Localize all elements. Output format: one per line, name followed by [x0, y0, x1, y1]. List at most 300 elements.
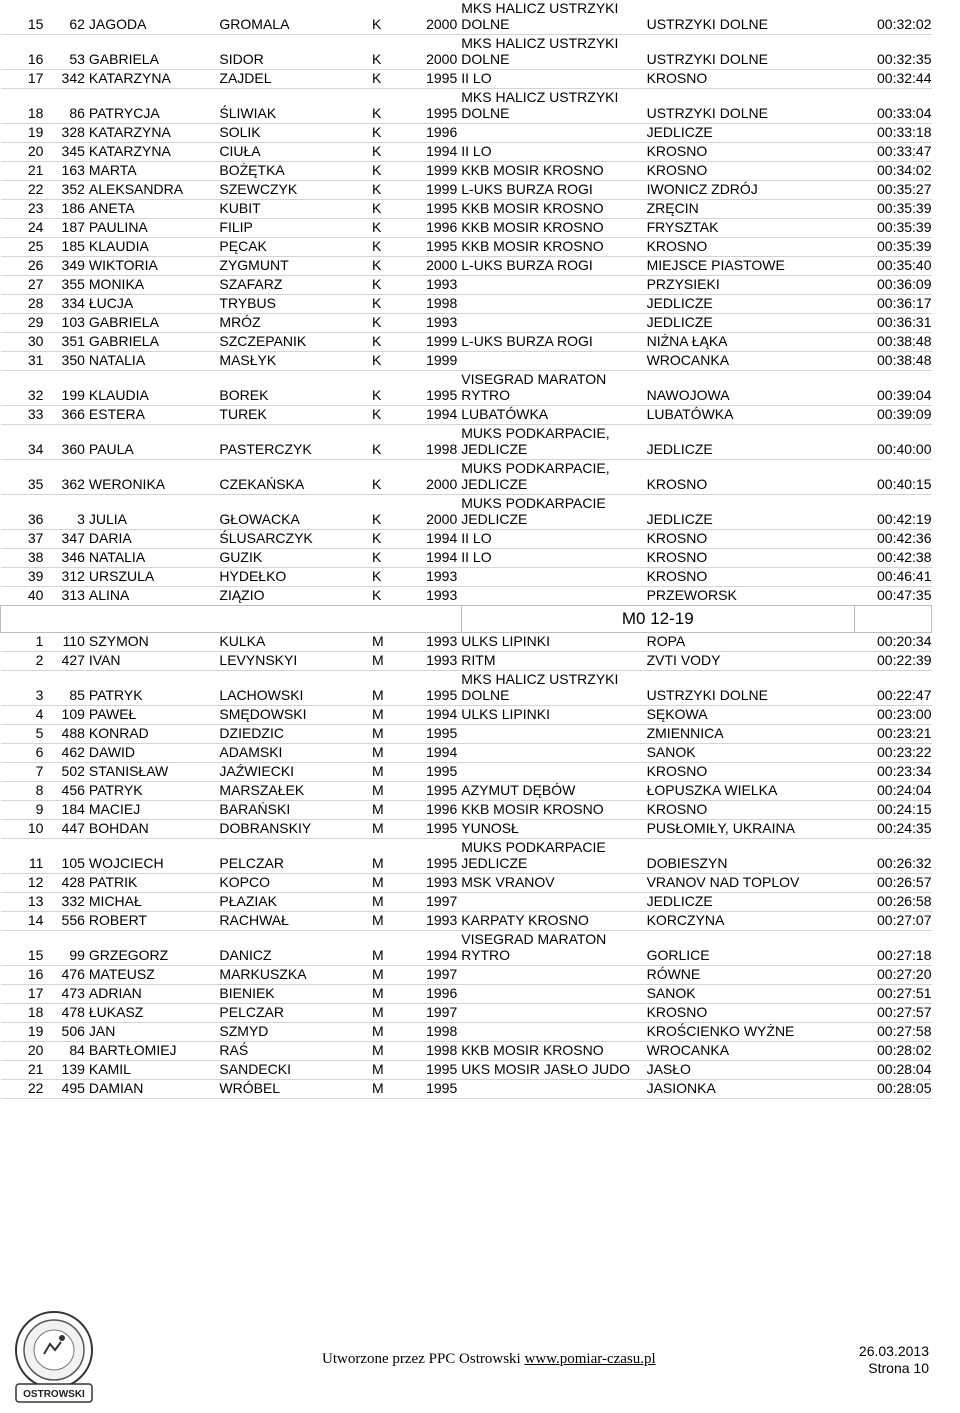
city-cell: KROSNO — [646, 568, 708, 584]
club-line: ULKS LIPINKI — [461, 706, 550, 722]
club-cell — [461, 70, 646, 89]
bib-number-cell: 85 — [69, 687, 85, 703]
club-cell — [461, 782, 646, 801]
birth-year-cell: 1999 — [426, 181, 458, 197]
bib-number-cell: 366 — [61, 406, 85, 422]
sex-cell: K — [372, 568, 382, 584]
table-row — [1, 985, 932, 1004]
surname-cell: BARAŃSKI — [219, 801, 291, 817]
first-name-cell: SZYMON — [88, 633, 149, 649]
table-row — [1, 0, 932, 35]
sex-cell: M — [372, 874, 384, 890]
club-line: KKB MOSIR KROSNO — [461, 1042, 604, 1058]
city-cell: WROCANKA — [646, 1042, 730, 1058]
surname-cell: CIUŁA — [219, 143, 261, 159]
surname-cell: PELCZAR — [219, 1004, 284, 1020]
club-line: RYTRO — [461, 947, 511, 963]
time-cell: 00:28:05 — [877, 1080, 932, 1096]
club-line: JEDLICZE — [461, 511, 528, 527]
sex-cell: K — [372, 314, 382, 330]
first-name-cell: MICHAŁ — [88, 893, 142, 909]
surname-cell: SZEWCZYK — [219, 181, 298, 197]
sex-cell: M — [372, 801, 384, 817]
surname-cell: DOBRANSKIY — [219, 820, 312, 836]
club-cell — [461, 587, 646, 606]
birth-year-cell: 1995 — [426, 200, 458, 216]
birth-year-cell: 2000 — [426, 257, 458, 273]
first-name-cell: JAGODA — [88, 16, 147, 32]
first-name-cell: BARTŁOMIEJ — [88, 1042, 177, 1058]
club-cell — [461, 89, 646, 124]
club-cell — [461, 985, 646, 1004]
city-cell: USTRZYKI DOLNE — [646, 16, 768, 32]
city-cell: NIŻNA ŁĄKA — [646, 333, 728, 349]
table-row — [1, 587, 932, 606]
birth-year-cell: 1995 — [426, 820, 458, 836]
time-cell: 00:23:00 — [877, 706, 932, 722]
birth-year-cell: 1997 — [426, 966, 458, 982]
position-cell: 6 — [35, 744, 44, 760]
bib-number-cell: 187 — [61, 219, 85, 235]
first-name-cell: WERONIKA — [88, 476, 166, 492]
first-name-cell: ALEKSANDRA — [88, 181, 184, 197]
club-line: MKS HALICZ USTRZYKI — [461, 671, 619, 687]
table-row — [1, 568, 932, 587]
surname-cell: KULKA — [219, 633, 266, 649]
surname-cell: SZMYD — [219, 1023, 269, 1039]
bib-number-cell: 345 — [61, 143, 85, 159]
first-name-cell: DARIA — [88, 530, 132, 546]
position-cell: 37 — [27, 530, 44, 546]
city-cell: KROSNO — [646, 549, 708, 565]
position-cell: 7 — [35, 763, 44, 779]
sex-cell: K — [372, 238, 382, 254]
footer-date-block — [859, 1343, 929, 1377]
bib-number-cell: 351 — [61, 333, 85, 349]
first-name-cell: MARTA — [88, 162, 137, 178]
club-line: MKS HALICZ USTRZYKI — [461, 35, 619, 51]
first-name-cell: NATALIA — [88, 352, 146, 368]
birth-year-cell: 2000 — [426, 16, 458, 32]
club-cell — [461, 0, 646, 35]
club-line: JEDLICZE — [461, 476, 528, 492]
club-cell — [461, 219, 646, 238]
city-cell: KROSNO — [646, 530, 708, 546]
first-name-cell: WOJCIECH — [88, 855, 164, 871]
birth-year-cell: 2000 — [426, 476, 458, 492]
position-cell: 36 — [27, 511, 44, 527]
bib-number-cell: 334 — [61, 295, 85, 311]
time-cell: 00:35:39 — [877, 200, 932, 216]
position-cell: 14 — [27, 912, 44, 928]
time-cell: 00:26:57 — [877, 874, 932, 890]
first-name-cell: PAULA — [88, 441, 134, 457]
club-line: MUKS PODKARPACIE, — [461, 460, 610, 476]
category-header-blank — [1, 606, 462, 633]
position-cell: 28 — [27, 295, 44, 311]
position-cell: 18 — [27, 105, 44, 121]
table-row — [1, 725, 932, 744]
position-cell: 16 — [27, 51, 44, 67]
city-cell: JEDLICZE — [646, 314, 713, 330]
first-name-cell: DAWID — [88, 744, 136, 760]
table-row — [1, 763, 932, 782]
sex-cell: K — [372, 295, 382, 311]
city-cell: JEDLICZE — [646, 295, 713, 311]
bib-number-cell: 355 — [61, 276, 85, 292]
surname-cell: GROMALA — [219, 16, 290, 32]
sex-cell: K — [372, 143, 382, 159]
time-cell: 00:28:04 — [877, 1061, 932, 1077]
sex-cell: M — [372, 966, 384, 982]
time-cell: 00:35:40 — [877, 257, 932, 273]
table-row — [1, 633, 932, 652]
first-name-cell: ADRIAN — [88, 985, 142, 1001]
sex-cell: K — [372, 549, 382, 565]
category-header-row — [1, 606, 932, 633]
time-cell: 00:42:19 — [877, 511, 932, 527]
position-cell: 34 — [27, 441, 44, 457]
time-cell: 00:36:31 — [877, 314, 932, 330]
time-cell: 00:38:48 — [877, 352, 932, 368]
bib-number-cell: 428 — [61, 874, 85, 890]
sex-cell: K — [372, 162, 382, 178]
sex-cell: M — [372, 687, 384, 703]
table-row — [1, 425, 932, 460]
birth-year-cell: 1995 — [426, 1061, 458, 1077]
birth-year-cell: 1996 — [426, 985, 458, 1001]
city-cell: KROŚCIENKO WYŻNE — [646, 1023, 795, 1039]
birth-year-cell: 1993 — [426, 633, 458, 649]
first-name-cell: ŁUKASZ — [88, 1004, 144, 1020]
time-cell: 00:20:34 — [877, 633, 932, 649]
city-cell: JEDLICZE — [646, 893, 713, 909]
surname-cell: ZYGMUNT — [219, 257, 289, 273]
position-cell: 33 — [27, 406, 44, 422]
surname-cell: ADAMSKI — [219, 744, 283, 760]
first-name-cell: KLAUDIA — [88, 238, 149, 254]
birth-year-cell: 1995 — [426, 725, 458, 741]
club-cell — [461, 314, 646, 333]
club-cell — [461, 200, 646, 219]
time-cell: 00:32:02 — [877, 16, 932, 32]
table-row — [1, 1061, 932, 1080]
birth-year-cell: 1997 — [426, 1004, 458, 1020]
club-cell — [461, 181, 646, 200]
surname-cell: SOLIK — [219, 124, 261, 140]
bib-number-cell: 447 — [61, 820, 85, 836]
birth-year-cell: 1993 — [426, 568, 458, 584]
surname-cell: SMĘDOWSKI — [219, 706, 307, 722]
time-cell: 00:42:38 — [877, 549, 932, 565]
club-line: L-UKS BURZA ROGI — [461, 181, 593, 197]
city-cell: RÓWNE — [646, 966, 701, 982]
position-cell: 10 — [27, 820, 44, 836]
birth-year-cell: 1995 — [426, 855, 458, 871]
bib-number-cell: 139 — [61, 1061, 85, 1077]
position-cell: 38 — [27, 549, 44, 565]
bib-number-cell: 84 — [69, 1042, 85, 1058]
first-name-cell: JULIA — [88, 511, 128, 527]
birth-year-cell: 2000 — [426, 511, 458, 527]
birth-year-cell: 1993 — [426, 276, 458, 292]
birth-year-cell: 1995 — [426, 387, 458, 403]
first-name-cell: PAULINA — [88, 219, 148, 235]
table-row — [1, 706, 932, 725]
table-row — [1, 1080, 932, 1099]
surname-cell: ŚLUSARCZYK — [219, 530, 313, 546]
club-cell — [461, 162, 646, 181]
bib-number-cell: 462 — [61, 744, 85, 760]
city-cell: JASIONKA — [646, 1080, 716, 1096]
club-cell — [461, 35, 646, 70]
time-cell: 00:24:04 — [877, 782, 932, 798]
table-row — [1, 406, 932, 425]
city-cell: KROSNO — [646, 162, 708, 178]
position-cell: 39 — [27, 568, 44, 584]
club-cell — [461, 295, 646, 314]
first-name-cell: NATALIA — [88, 549, 146, 565]
club-cell — [461, 333, 646, 352]
club-line: KKB MOSIR KROSNO — [461, 162, 604, 178]
time-cell: 00:24:15 — [877, 801, 932, 817]
sex-cell: K — [372, 105, 382, 121]
time-cell: 00:26:32 — [877, 855, 932, 871]
sex-cell: M — [372, 725, 384, 741]
bib-number-cell: 476 — [61, 966, 85, 982]
first-name-cell: MONIKA — [88, 276, 145, 292]
footer-link[interactable]: www.pomiar-czasu.pl — [524, 1351, 656, 1367]
first-name-cell: KATARZYNA — [88, 70, 171, 86]
club-cell — [461, 763, 646, 782]
sex-cell: M — [372, 744, 384, 760]
surname-cell: TRYBUS — [219, 295, 276, 311]
women-results — [1, 0, 932, 606]
first-name-cell: GRZEGORZ — [88, 947, 169, 963]
club-cell — [461, 238, 646, 257]
bib-number-cell: 488 — [61, 725, 85, 741]
position-cell: 8 — [35, 782, 44, 798]
surname-cell: SIDOR — [219, 51, 264, 67]
club-cell — [461, 371, 646, 406]
first-name-cell: JAN — [88, 1023, 116, 1039]
first-name-cell: DAMIAN — [88, 1080, 144, 1096]
table-row — [1, 839, 932, 874]
bib-number-cell: 312 — [61, 568, 85, 584]
club-cell — [461, 1042, 646, 1061]
birth-year-cell: 1996 — [426, 124, 458, 140]
sex-cell: M — [372, 985, 384, 1001]
time-cell: 00:34:02 — [877, 162, 932, 178]
time-cell: 00:27:58 — [877, 1023, 932, 1039]
table-row — [1, 652, 932, 671]
table-row — [1, 893, 932, 912]
club-cell — [461, 549, 646, 568]
bib-number-cell: 346 — [61, 549, 85, 565]
table-row — [1, 371, 932, 406]
club-line: ULKS LIPINKI — [461, 633, 550, 649]
table-row — [1, 352, 932, 371]
club-line: MUKS PODKARPACIE — [461, 839, 606, 855]
club-line: II LO — [461, 530, 492, 546]
position-cell: 21 — [27, 162, 44, 178]
sex-cell: K — [372, 406, 382, 422]
club-line: MUKS PODKARPACIE, — [461, 425, 610, 441]
time-cell: 00:42:36 — [877, 530, 932, 546]
table-row — [1, 874, 932, 893]
city-cell: ROPA — [646, 633, 686, 649]
birth-year-cell: 1994 — [426, 406, 458, 422]
birth-year-cell: 1995 — [426, 105, 458, 121]
club-cell — [461, 801, 646, 820]
city-cell: PRZEWORSK — [646, 587, 737, 603]
club-line: KKB MOSIR KROSNO — [461, 238, 604, 254]
table-row — [1, 530, 932, 549]
sex-cell: M — [372, 1061, 384, 1077]
club-cell — [461, 406, 646, 425]
table-row — [1, 801, 932, 820]
surname-cell: DANICZ — [219, 947, 272, 963]
club-cell — [461, 633, 646, 652]
first-name-cell: GABRIELA — [88, 314, 159, 330]
sex-cell: K — [372, 219, 382, 235]
bib-number-cell: 86 — [69, 105, 85, 121]
time-cell: 00:38:48 — [877, 333, 932, 349]
table-row — [1, 70, 932, 89]
time-cell: 00:27:07 — [877, 912, 932, 928]
surname-cell: MASŁYK — [219, 352, 277, 368]
bib-number-cell: 109 — [61, 706, 85, 722]
first-name-cell: GABRIELA — [88, 51, 159, 67]
time-cell: 00:35:27 — [877, 181, 932, 197]
birth-year-cell: 1995 — [426, 763, 458, 779]
club-cell — [461, 1080, 646, 1099]
bib-number-cell: 556 — [61, 912, 85, 928]
birth-year-cell: 1995 — [426, 1080, 458, 1096]
club-line: UKS MOSIR JASŁO JUDO — [461, 1061, 631, 1077]
time-cell: 00:23:22 — [877, 744, 932, 760]
birth-year-cell: 1998 — [426, 1042, 458, 1058]
sex-cell: K — [372, 387, 382, 403]
birth-year-cell: 1995 — [426, 238, 458, 254]
time-cell: 00:23:21 — [877, 725, 932, 741]
surname-cell: LEVYNSKYI — [219, 652, 298, 668]
bib-number-cell: 199 — [61, 387, 85, 403]
sex-cell: M — [372, 820, 384, 836]
sex-cell: M — [372, 652, 384, 668]
sex-cell: K — [372, 441, 382, 457]
city-cell: DOBIESZYN — [646, 855, 728, 871]
club-cell — [461, 893, 646, 912]
club-line: VISEGRAD MARATON — [461, 371, 607, 387]
club-cell — [461, 143, 646, 162]
position-cell: 25 — [27, 238, 44, 254]
sex-cell: M — [372, 947, 384, 963]
birth-year-cell: 1993 — [426, 652, 458, 668]
position-cell: 40 — [27, 587, 44, 603]
table-row — [1, 124, 932, 143]
time-cell: 00:36:17 — [877, 295, 932, 311]
position-cell: 29 — [27, 314, 44, 330]
logo-text: OSTROWSKI — [23, 1389, 85, 1400]
sex-cell: K — [372, 587, 382, 603]
bib-number-cell: 3 — [77, 511, 85, 527]
position-cell: 22 — [27, 181, 44, 197]
surname-cell: PŁAZIAK — [219, 893, 277, 909]
bib-number-cell: 328 — [61, 124, 85, 140]
table-row — [1, 276, 932, 295]
bib-number-cell: 185 — [61, 238, 85, 254]
surname-cell: KOPCO — [219, 874, 270, 890]
table-row — [1, 912, 932, 931]
footer-credit — [322, 1351, 656, 1368]
table-row — [1, 966, 932, 985]
birth-year-cell: 1996 — [426, 801, 458, 817]
table-row — [1, 1023, 932, 1042]
position-cell: 12 — [27, 874, 44, 890]
category-section — [1, 606, 932, 633]
sex-cell: K — [372, 70, 382, 86]
club-line: JEDLICZE — [461, 855, 528, 871]
city-cell: JEDLICZE — [646, 511, 713, 527]
category-label: M0 12-19 — [461, 606, 854, 633]
footer-page-number: Strona 10 — [868, 1360, 929, 1376]
bib-number-cell: 53 — [69, 51, 85, 67]
surname-cell: ŚLIWIAK — [219, 105, 277, 121]
surname-cell: KUBIT — [219, 200, 261, 216]
club-cell — [461, 706, 646, 725]
first-name-cell: MACIEJ — [88, 801, 141, 817]
club-cell — [461, 495, 646, 530]
position-cell: 19 — [27, 124, 44, 140]
table-row — [1, 238, 932, 257]
sex-cell: K — [372, 200, 382, 216]
first-name-cell: KLAUDIA — [88, 387, 149, 403]
bib-number-cell: 495 — [61, 1080, 85, 1096]
surname-cell: PELCZAR — [219, 855, 284, 871]
time-cell: 00:23:34 — [877, 763, 932, 779]
first-name-cell: PAWEŁ — [88, 706, 137, 722]
bib-number-cell: 99 — [69, 947, 85, 963]
time-cell: 00:22:47 — [877, 687, 932, 703]
first-name-cell: ALINA — [88, 587, 130, 603]
city-cell: ZVTI VODY — [646, 652, 721, 668]
time-cell: 00:47:35 — [877, 587, 932, 603]
time-cell: 00:35:39 — [877, 219, 932, 235]
bib-number-cell: 350 — [61, 352, 85, 368]
city-cell: JEDLICZE — [646, 441, 713, 457]
sex-cell: K — [372, 530, 382, 546]
surname-cell: BIENIEK — [219, 985, 275, 1001]
club-line: LUBATÓWKA — [461, 406, 549, 422]
birth-year-cell: 1993 — [426, 587, 458, 603]
bib-number-cell: 163 — [61, 162, 85, 178]
club-cell — [461, 671, 646, 706]
table-row — [1, 1042, 932, 1061]
position-cell: 21 — [27, 1061, 44, 1077]
club-cell — [461, 874, 646, 893]
surname-cell: LACHOWSKI — [219, 687, 304, 703]
club-cell — [461, 1023, 646, 1042]
club-line: DOLNE — [461, 687, 510, 703]
sex-cell: M — [372, 912, 384, 928]
club-cell — [461, 725, 646, 744]
first-name-cell: PATRIK — [88, 874, 138, 890]
bib-number-cell: 473 — [61, 985, 85, 1001]
bib-number-cell: 62 — [69, 16, 85, 32]
sex-cell: M — [372, 855, 384, 871]
club-cell — [461, 568, 646, 587]
